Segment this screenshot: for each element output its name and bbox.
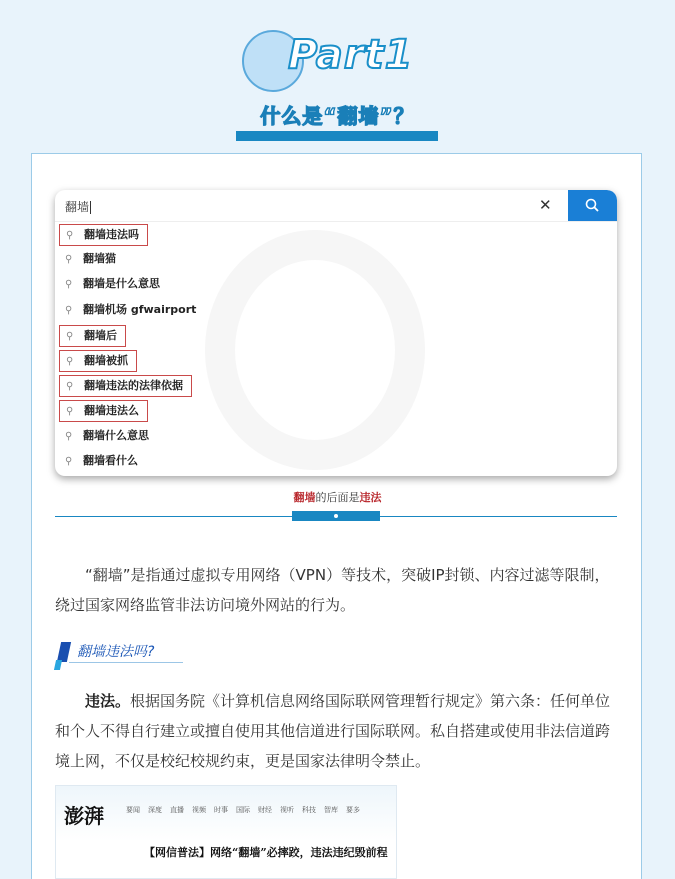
section-subtitle: 什么是“翻墙”？ (260, 104, 415, 128)
caption-keyword: 翻墙 (293, 491, 316, 504)
search-icon: ⚲ (66, 330, 74, 342)
search-icon: ⚲ (66, 406, 74, 418)
search-icon: ⚲ (65, 430, 73, 442)
suggestion-label: 翻墙看什么 (83, 453, 138, 467)
section-mark-icon (57, 642, 71, 662)
news-nav-item[interactable]: 要闻 (126, 806, 140, 814)
section-mark-accent (54, 660, 62, 670)
suggestion-label: 翻墙机场 gfwairport (83, 302, 197, 316)
answer-lead: 违法。 (85, 692, 131, 710)
intro-paragraph: “翻墙”是指通过虚拟专用网络（VPN）等技术，突破IP封锁、内容过滤等限制，绕过国家网络监管非法访问境外网站的行为。 (55, 566, 610, 614)
suggestion-label: 翻墙是什么意思 (83, 277, 160, 291)
news-nav-item[interactable]: 视听 (280, 806, 294, 814)
suggestion-item[interactable] (59, 300, 204, 322)
suggestion-item[interactable] (59, 426, 157, 448)
search-icon: ⚲ (66, 230, 74, 241)
image-caption (0, 489, 675, 505)
search-input[interactable] (55, 190, 617, 222)
news-headline: 【网信普法】网络“翻墙”必摔跤，违法违纪毁前程 (144, 846, 388, 859)
section-heading (55, 638, 185, 670)
section-underline (69, 662, 183, 663)
search-query-text: 翻墙 (65, 200, 90, 214)
suggestion-item[interactable] (59, 325, 126, 347)
suggestion-label: 翻墙猫 (83, 252, 116, 266)
caption-text: 的后面是 (315, 491, 360, 504)
search-button[interactable] (568, 190, 617, 221)
search-icon: ⚲ (65, 254, 73, 266)
news-nav-item[interactable]: 国际 (236, 806, 250, 814)
news-nav-item[interactable]: 直播 (170, 806, 184, 814)
suggestion-item[interactable] (59, 249, 124, 271)
news-logo: 澎湃 (64, 804, 104, 828)
watermark-decoration (205, 230, 425, 470)
suggestion-item[interactable] (59, 451, 146, 473)
suggestion-label: 翻墙违法吗 (84, 228, 139, 241)
suggestion-item[interactable] (59, 224, 148, 246)
news-nav-item[interactable]: 时事 (214, 806, 228, 814)
answer-body: 根据国务院《计算机信息网络国际联网管理暂行规定》第六条：任何单位和个人不得自行建立或擅自使用其他信道进行国际联网。私自搭建或使用非法信道跨境上网，不仅是校纪校规约束，更是国家法律明令禁止。 (55, 692, 611, 770)
news-screenshot (55, 785, 397, 879)
suggestion-item[interactable] (59, 375, 192, 397)
search-icon: ⚲ (66, 381, 74, 393)
part-header (0, 0, 675, 150)
suggestion-label: 翻墙后 (84, 328, 117, 342)
news-nav-item[interactable]: 财经 (258, 806, 272, 814)
suggestion-label: 翻墙被抓 (84, 354, 128, 367)
subtitle-underline-bar (236, 131, 438, 141)
suggestion-label: 翻墙违法的法律依据 (84, 379, 183, 393)
search-icon: ⚲ (66, 356, 74, 367)
news-nav (122, 806, 364, 815)
close-icon[interactable]: ✕ (539, 196, 552, 214)
search-icon: ⚲ (65, 304, 73, 316)
news-nav-item[interactable]: 视频 (192, 806, 206, 814)
part-title: Part1 (288, 32, 414, 78)
suggestion-item[interactable] (59, 350, 137, 372)
news-nav-item[interactable]: 科技 (302, 806, 316, 814)
search-screenshot (55, 190, 617, 476)
section-heading-text: 翻墙违法吗? (77, 644, 155, 660)
suggestion-label: 翻墙什么意思 (83, 428, 149, 442)
search-icon (585, 198, 599, 212)
divider-dot (334, 514, 338, 518)
search-icon: ⚲ (65, 455, 73, 467)
news-nav-item[interactable]: 智库 (324, 806, 338, 814)
answer-paragraph (55, 686, 617, 776)
news-nav-item[interactable]: 要多 (346, 806, 360, 814)
suggestion-item[interactable] (59, 400, 148, 422)
suggestion-label: 翻墙违法么 (84, 404, 139, 418)
suggestion-item[interactable] (59, 274, 168, 296)
news-nav-item[interactable]: 深度 (148, 806, 162, 814)
caption-highlight: 违法 (359, 491, 382, 504)
search-icon: ⚲ (65, 279, 73, 291)
